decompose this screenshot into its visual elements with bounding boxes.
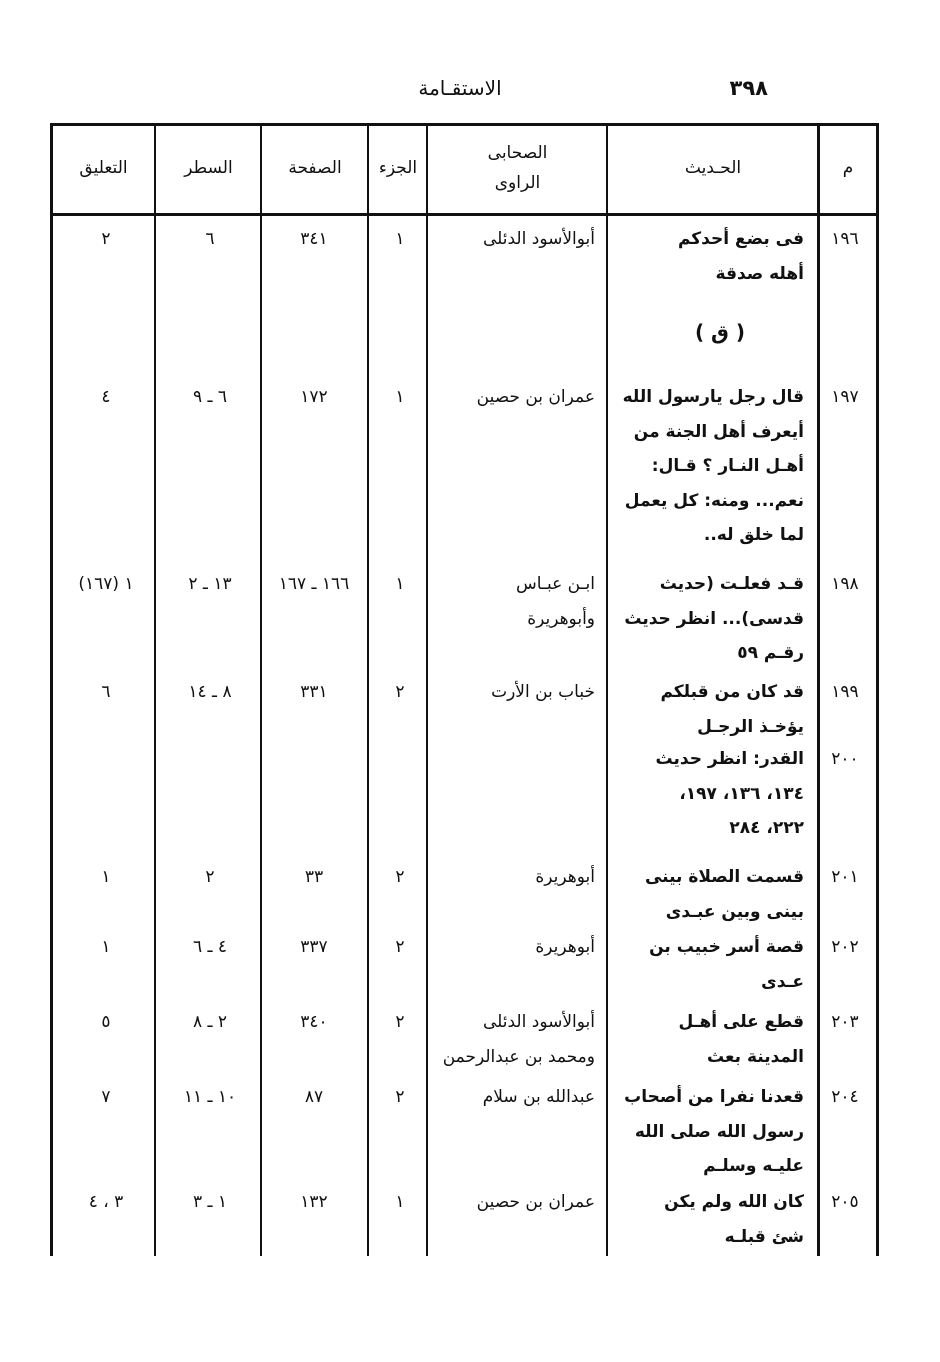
row-number: ٢٠٣ (831, 1012, 859, 1032)
column-header-rawi-line2: الراوى (494, 173, 541, 193)
page-cell: ٣٣ (304, 867, 324, 887)
page-number: ٣٩٨ (729, 76, 768, 100)
hadith-text: ١٣٤، ١٣٦، ١٩٧، (679, 783, 804, 804)
hadith-text: قصة أسر خبيب بن (649, 937, 804, 957)
note-cell: ٣ ، ٤ (88, 1192, 124, 1212)
page-cell: ٣٣٧ (300, 937, 328, 957)
line-cell: ٢ (205, 867, 215, 887)
hadith-text: فى بضع أحدكم (677, 229, 804, 249)
note-cell: ١ (١٦٧) (78, 574, 134, 594)
row-number: ٢٠٤ (831, 1087, 859, 1107)
row-number: ٢٠٠ (831, 749, 859, 769)
table-border-right (876, 123, 879, 1256)
hadith-text: قعدنا نفرا من أصحاب (624, 1087, 804, 1107)
narrator: عمران بن حصين (476, 387, 595, 407)
narrator: أبوهريرة (535, 937, 595, 957)
hadith-text: قـد فعلـت (حديث (659, 574, 804, 594)
hadith-text: أهله صدقة (715, 263, 804, 284)
page-cell: ١٧٢ (300, 387, 328, 407)
note-cell: ٧ (101, 1087, 111, 1107)
hadith-text: قسمت الصلاة بينى (644, 867, 804, 887)
column-header-rawi-line1: الصحابى (487, 143, 548, 163)
hadith-text: قطع على أهـل (678, 1012, 804, 1032)
hadith-text: رقـم ٥٩ (737, 643, 804, 663)
volume-cell: ١ (395, 229, 405, 249)
line-cell: ٨ ـ ١٤ (188, 682, 232, 702)
line-cell: ٦ (205, 229, 215, 249)
column-header-hadith: الحـديث (684, 158, 742, 178)
hadith-text: قد كان من قبلكم (660, 682, 804, 702)
hadith-text: رسول الله صلى الله (634, 1121, 804, 1142)
hadith-text: نعم... ومنه: كل يعمل (624, 490, 804, 511)
hadith-text: يؤخـذ الرجـل (697, 716, 804, 737)
column-divider (367, 123, 369, 1256)
hadith-text: شئ قبلـه (724, 1226, 804, 1247)
hadith-text: كان الله ولم يكن (664, 1192, 804, 1212)
column-header-satr: السطر (184, 158, 233, 178)
note-cell: ٦ (101, 682, 111, 702)
column-header-rawi (429, 123, 606, 213)
header-divider (50, 213, 879, 216)
hadith-text: لما خلق له.. (703, 525, 804, 545)
table-border-left (50, 123, 53, 1256)
hadith-text: أيعرف أهل الجنة من (633, 421, 804, 442)
hadith-text: ٢٢٢، ٢٨٤ (729, 818, 804, 838)
hadith-text: عليـه وسلـم (703, 1156, 804, 1176)
line-cell: ١٠ ـ ١١ (183, 1087, 237, 1107)
hadith-text: القدر: انظر حديث (655, 749, 804, 769)
hadith-text: عـدى (761, 971, 804, 992)
volume-cell: ٢ (395, 867, 405, 887)
row-number: ١٩٨ (831, 574, 859, 594)
hadith-text: بينى وبين عبـدى (665, 901, 804, 922)
volume-cell: ٢ (395, 1087, 405, 1107)
column-divider (260, 123, 262, 1256)
row-number: ١٩٦ (831, 229, 859, 249)
hadith-text: المدينة بعث (707, 1046, 804, 1067)
volume-cell: ٢ (395, 682, 405, 702)
line-cell: ٢ ـ ٨ (192, 1012, 228, 1032)
line-cell: ٦ ـ ٩ (192, 387, 228, 407)
line-cell: ١ ـ ٣ (192, 1192, 228, 1212)
row-number: ١٩٩ (831, 682, 859, 702)
row-number: ٢٠٥ (831, 1192, 859, 1212)
volume-cell: ١ (395, 574, 405, 594)
column-header-juz: الجزء (378, 158, 418, 178)
page-cell: ١٦٦ ـ ١٦٧ (278, 574, 350, 594)
narrator: أبوالأسود الدئلى (482, 229, 595, 249)
note-cell: ٢ (101, 229, 111, 249)
narrator: ومحمد بن عبدالرحمن (442, 1046, 595, 1067)
narrator: ابـن عبـاس (516, 574, 595, 594)
line-cell: ٤ ـ ٦ (192, 937, 228, 957)
narrator: عبدالله بن سلام (482, 1087, 595, 1107)
row-number: ١٩٧ (831, 387, 859, 407)
row-number: ٢٠٢ (831, 937, 859, 957)
narrator: أبوهريرة (535, 867, 595, 887)
volume-cell: ١ (395, 1192, 405, 1212)
column-header-num: م (842, 158, 854, 178)
running-title: الاستقـامة (418, 76, 502, 100)
volume-cell: ٢ (395, 937, 405, 957)
page-cell: ٨٧ (304, 1087, 324, 1107)
note-cell: ٤ (101, 387, 111, 407)
page-header (0, 72, 940, 108)
line-cell: ١٣ ـ ٢ (188, 574, 232, 594)
narrator: خباب بن الأرت (491, 682, 595, 702)
hadith-text: قال رجل يارسول الله (622, 387, 804, 407)
page-cell: ٣٤١ (300, 229, 328, 249)
narrator: أبوالأسود الدئلى (482, 1012, 595, 1032)
volume-cell: ١ (395, 387, 405, 407)
section-letter: ( ق ) (694, 320, 746, 344)
page-cell: ٣٣١ (300, 682, 328, 702)
page-cell: ١٣٢ (300, 1192, 328, 1212)
volume-cell: ٢ (395, 1012, 405, 1032)
note-cell: ١ (101, 867, 111, 887)
hadith-text: قدسى)... انظر حديث (624, 608, 804, 629)
narrator: وأبوهريرة (527, 608, 595, 629)
narrator: عمران بن حصين (476, 1192, 595, 1212)
note-cell: ١ (101, 937, 111, 957)
hadith-text: أهـل النـار ؟ قـال: (651, 456, 804, 476)
note-cell: ٥ (101, 1012, 111, 1032)
page-cell: ٣٤٠ (300, 1012, 328, 1032)
column-header-taliq: التعليق (79, 158, 128, 178)
column-header-safha: الصفحة (288, 158, 342, 178)
row-number: ٢٠١ (831, 867, 859, 887)
